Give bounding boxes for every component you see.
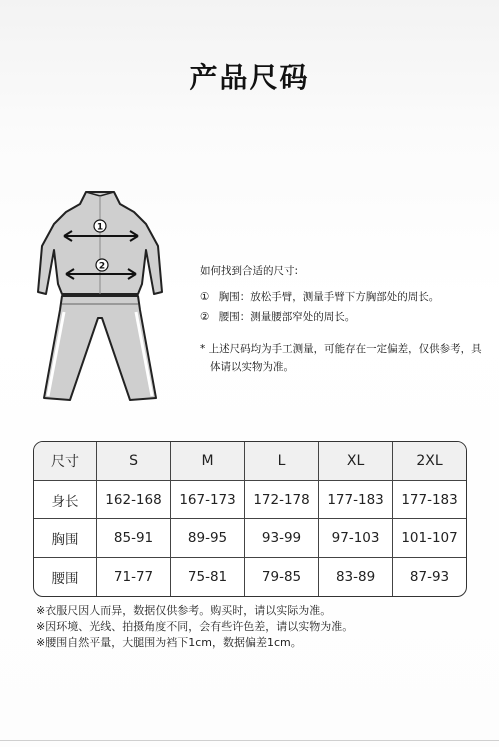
header-cell: S	[97, 442, 171, 480]
table-cell: 167-173	[171, 480, 245, 519]
header-cell: L	[245, 442, 319, 480]
header-cell: 尺寸	[34, 442, 97, 480]
table-row	[34, 480, 466, 519]
page-title: 产品尺码	[189, 61, 310, 94]
header-cell: XL	[319, 442, 393, 480]
table-cell: 93-99	[245, 519, 319, 558]
size-table	[33, 441, 467, 597]
marker-2: 2	[98, 261, 106, 272]
footnote: ※衣服尺因人而异，数据仅供参考。购买时，请以实际为准。	[36, 604, 332, 617]
table-cell: 89-95	[171, 519, 245, 558]
bottom-divider	[0, 740, 499, 741]
tracksuit-figure-icon	[34, 186, 166, 406]
table-cell: 97-103	[319, 519, 393, 558]
header-cell: 2XL	[393, 442, 466, 480]
table-cell: 177-183	[319, 480, 393, 519]
table-cell: 79-85	[245, 558, 319, 596]
guide-item-waist	[200, 308, 490, 328]
table-cell: 85-91	[97, 519, 171, 558]
table-cell: 172-178	[245, 480, 319, 519]
measurement-note: * 上述尺码均为手工测量，可能存在一定偏差，仅供参考，具体请以实物为准。	[200, 342, 482, 374]
table-cell: 75-81	[171, 558, 245, 596]
footnote: ※腰围自然平量，大腿围为裆下1cm，数据偏差1cm。	[36, 635, 302, 649]
guide-item-text: 胸围：放松手臂，测量手臂下方胸部处的周长。	[218, 290, 440, 303]
row-label: 身长	[34, 480, 97, 519]
guide-item-chest	[200, 288, 490, 308]
table-cell: 101-107	[393, 519, 466, 558]
footnotes	[36, 603, 353, 651]
table-row	[34, 558, 466, 596]
guide-item-text: 腰围：测量腰部窄处的周长。	[218, 310, 356, 323]
table-cell: 83-89	[319, 558, 393, 596]
garment-illustration	[34, 186, 166, 406]
table-row	[34, 519, 466, 558]
table-cell: 87-93	[393, 558, 466, 596]
row-label: 腰围	[34, 558, 97, 596]
guide-question: 如何找到合适的尺寸:	[200, 265, 299, 277]
guide-item-number: ②	[200, 310, 210, 323]
table-cell: 177-183	[393, 480, 466, 519]
header-cell: M	[171, 442, 245, 480]
guide-item-number: ①	[200, 290, 210, 303]
table-cell: 162-168	[97, 480, 171, 519]
row-label: 胸围	[34, 519, 97, 558]
table-header-row	[34, 442, 466, 480]
measurement-guide	[200, 262, 490, 377]
marker-1: 1	[96, 222, 104, 233]
footnote: ※因环境、光线、拍摄角度不同，会有些许色差，请以实物为准。	[36, 619, 354, 633]
table-cell: 71-77	[97, 558, 171, 596]
